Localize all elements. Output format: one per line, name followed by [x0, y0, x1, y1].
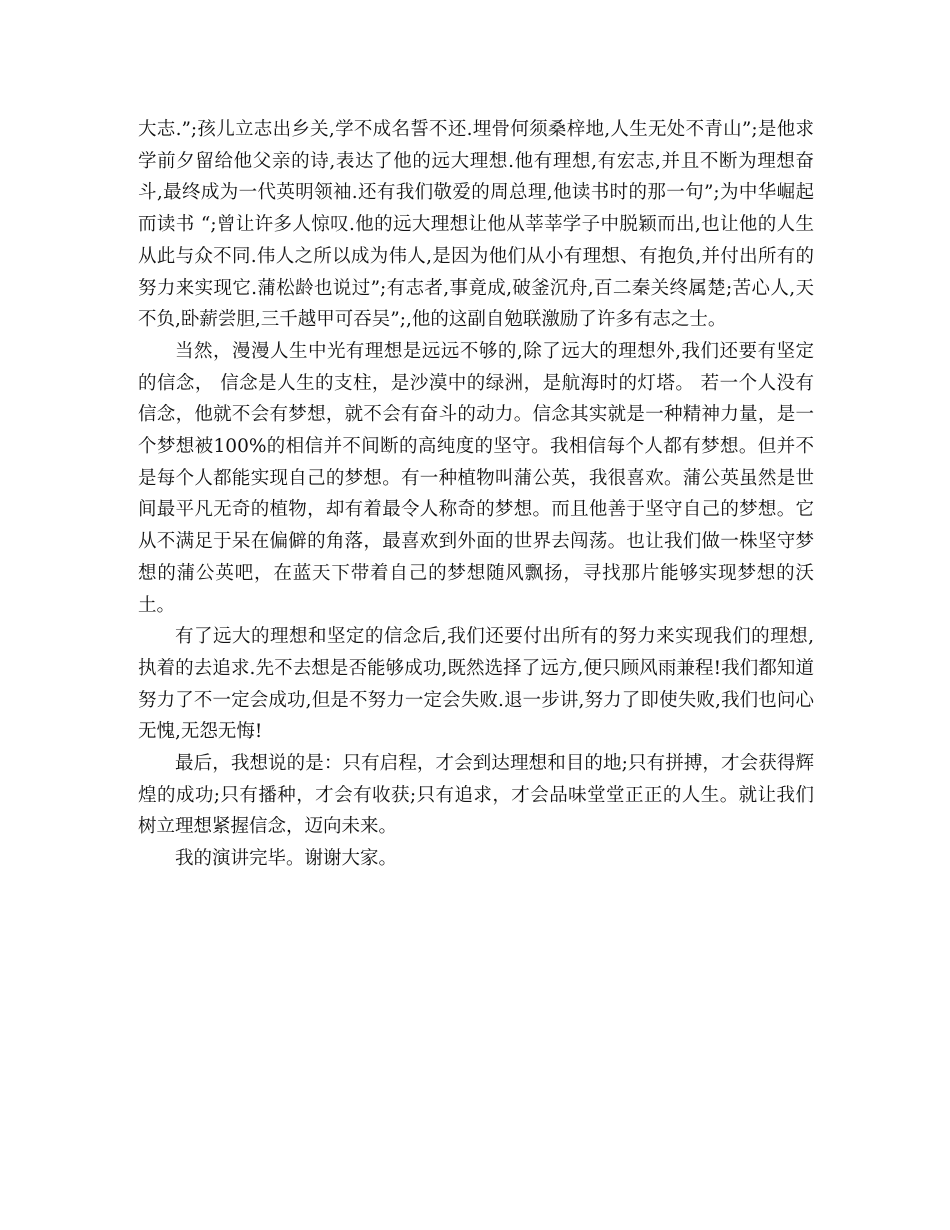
- paragraph-5: 我的演讲完毕。谢谢大家。: [175, 848, 398, 870]
- paragraph-1: 大志.”;孩儿立志出乡关,学不成名誓不还.埋骨何须桑梓地,人生无处不青山”;是他求学前夕留给他父亲的诗,表达了他的远大理想.他有理想,有宏志,并且不断为理想奋斗,最终成为一代英明领袖.还有我们敬爱的周总理,他读书时的那一句”;为中华崛起而读书 “;曾让许多人惊叹.他的远大理想让他从莘莘学子中脱颖而出,也让他的人生从此与众不同.伟人之所以成为伟人,是因为他们从小有理想、有抱负,并付出所有的努力来实现它.蒲松龄也说过”;有志者,事竟成,破釜沉舟,百二秦关终属楚;苦心人,天不负,卧薪尝胆,三千越甲可吞吴”;,他的这副自勉联激励了许多有志之士。: [138, 119, 814, 331]
- paragraph-2: 当然，漫漫人生中光有理想是远远不够的,除了远大的理想外,我们还要有坚定的信念， 信念是人生的支柱，是沙漠中的绿洲，是航海时的灯塔。 若一个人没有信念，他就不会有梦想，就不会有奋斗的动力。信念其实就是一种精神力量，是一个梦想被100%的相信并不间断的高纯度的坚守。我相信每个人都有梦想。但并不是每个人都能实现自己的梦想。有一种植物叫蒲公英，我很喜欢。蒲公英虽然是世间最平凡无奇的植物，却有着最令人称奇的梦想。而且他善于坚守自己的梦想。它从不满足于呆在偏僻的角落，最喜欢到外面的世界去闯荡。也让我们做一株坚守梦想的蒲公英吧，在蓝天下带着自己的梦想随风飘扬，寻找那片能够实现梦想的沃土。: [138, 340, 814, 616]
- paragraph-3: 有了远大的理想和坚定的信念后,我们还要付出所有的努力来实现我们的理想,执着的去追求.先不去想是否能够成功,既然选择了远方,便只顾风雨兼程!我们都知道努力了不一定会成功,但是不努力一定会失败.退一步讲,努力了即使失败,我们也问心无愧,无怨无悔!: [138, 626, 814, 743]
- paragraph-4: 最后，我想说的是：只有启程，才会到达理想和目的地;只有拼搏，才会获得辉煌的成功;只有播种，才会有收获;只有追求，才会品味堂堂正正的人生。就让我们树立理想紧握信念，迈向未来。: [138, 753, 814, 838]
- document-body: [138, 114, 814, 875]
